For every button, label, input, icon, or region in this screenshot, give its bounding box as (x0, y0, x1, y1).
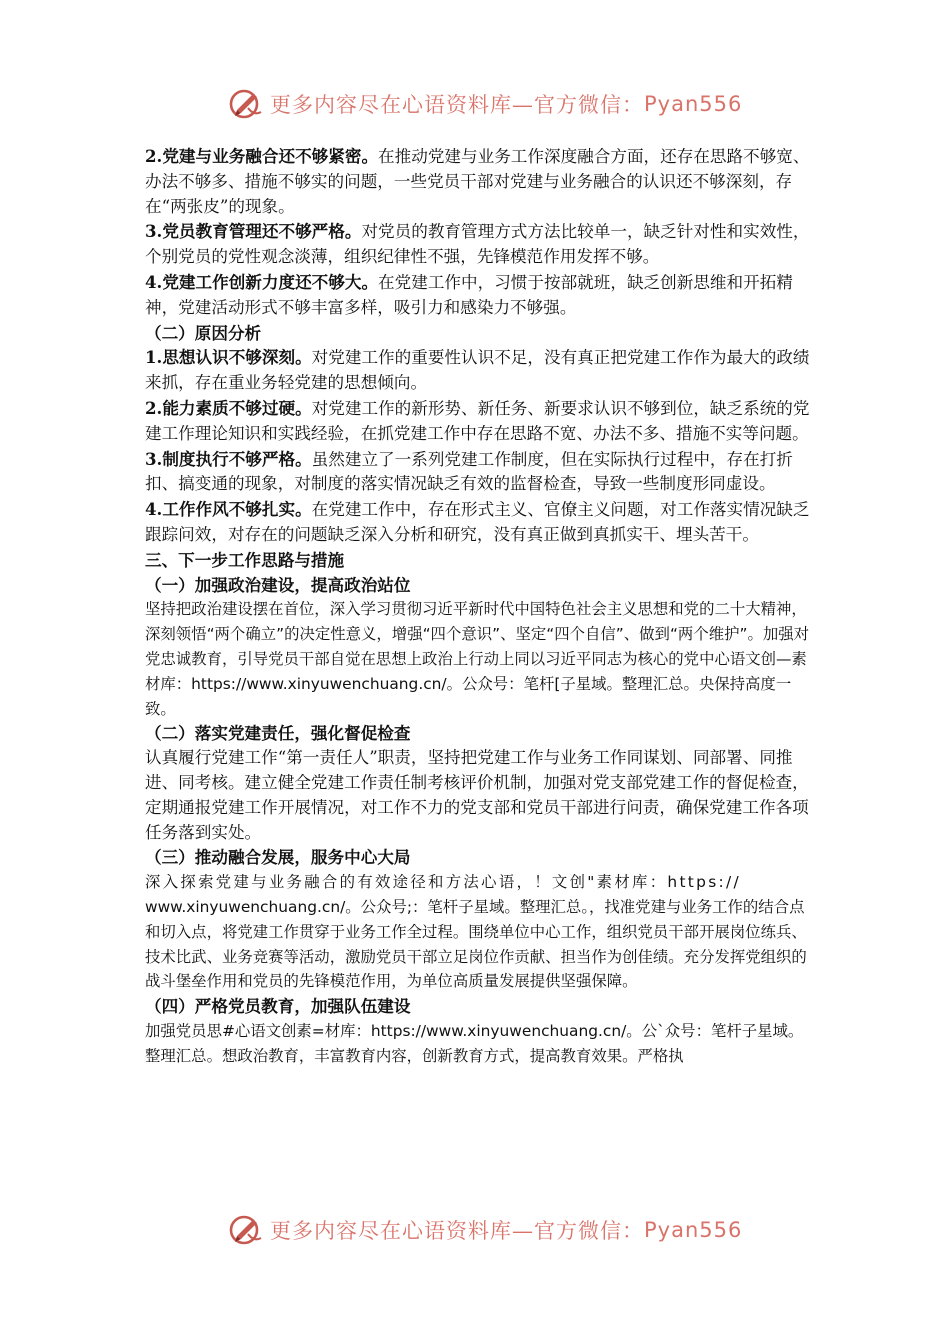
header-watermark (228, 84, 748, 124)
section-heading-cause: （二）原因分析 (145, 322, 262, 343)
cause-lead: 4.工作作风不够扎实。 (145, 499, 312, 520)
paragraph-item-2 (145, 144, 810, 219)
cause-body: 虽然建立了一系列党建工作制度，但在实际执行过程中，存在打折扣、搞变通的现象，对制度的落实情况缺乏有效的监督检查，导致一些制度形同虚设。 (145, 449, 793, 494)
measure-1-body: 坚持把政治建设摆在首位，深入学习贯彻习近平新时代中国特色社会主义思想和党的二十大精神，深刻领悟“两个确立”的决定性意义，增强“四个意识”、坚定“四个自信”、做到“两个维护”。加强对党忠诚教育，引导党员干部自觉在思想上政治上行动上同以习近平同志为核心的党中心语文创—素材库：https://www.xinyuwenchuang.cn/。公众号：笔杆[子星域。整理汇总。央保持高度一致。 (145, 600, 810, 718)
document-body (145, 144, 810, 1068)
paragraph-item-3 (145, 219, 810, 270)
paragraph-cause-4 (145, 497, 810, 548)
measure-3-body-first-line: 深入探索党建与业务融合的有效途径和方法心语，！文创"素材库：https:// (145, 873, 741, 892)
item-lead: 2.党建与业务融合还不够紧密。 (145, 146, 379, 166)
measure-4-body: 加强党员思#心语文创素=材库：https://www.xinyuwenchuang.cn/。公`众号：笔杆子星域。整理汇总。想政治教育，丰富教育内容，创新教育方式，提高教育效果。严格执 (145, 1021, 804, 1065)
paragraph-cause-1 (145, 345, 810, 396)
logo-pen-icon (228, 86, 264, 122)
measure-2-title: （二）落实党建责任，强化督促检查 (145, 723, 411, 744)
measure-1-title: （一）加强政治建设，提高政治站位 (145, 574, 411, 595)
measure-2-body: 认真履行党建工作“第一责任人”职责，坚持把党建工作与业务工作同谋划、同部署、同推进、同考核。建立健全党建工作责任制考核评价机制，加强对党支部党建工作的督促检查，定期通报党建工作开展情况，对工作不力的党支部和党员干部进行问责，确保党建工作各项任务落到实处。 (145, 748, 809, 842)
item-body: 在推动党建与业务工作深度融合方面，还存在思路不够宽、办法不够多、措施不够实的问题，一些党员干部对党建与业务融合的认识还不够深刻，存在“两张皮”的现象。 (145, 147, 810, 216)
cause-lead: 3.制度执行不够严格。 (145, 448, 312, 469)
measure-3-body: www.xinyuwenchuang.cn/。公众号;：笔杆子星域。整理汇总。，找准党建与业务工作的结合点和切入点，将党建工作贯穿于业务工作全过程。围绕单位中心工作，组织党员干部开展岗位练兵、技术比武、业务竞赛等活动，激励党员干部立足岗位作贡献、担当作为创佳绩。充分发挥党组织的战斗堡垒作用和党员的先锋模范作用，为单位高质量发展提供坚强保障。 (145, 897, 807, 991)
banner-wechat-id: Pyan556 (644, 92, 743, 116)
paragraph-cause-2 (145, 396, 810, 447)
banner-text: 更多内容尽在心语资料库—官方微信： (270, 93, 644, 117)
cause-body: 在党建工作中，存在形式主义、官僚主义问题，对工作落实情况缺乏跟踪问效，对存在的问题缺乏深入分析和研究，没有真正做到真抓实干、埋头苦干。 (145, 500, 810, 544)
item-lead: 3.党员教育管理还不够严格。 (145, 221, 362, 242)
measure-3-title: （三）推动融合发展，服务中心大局 (145, 847, 411, 868)
footer-watermark (228, 1210, 748, 1250)
item-lead: 4.党建工作创新力度还不够大。 (145, 271, 379, 292)
cause-lead: 2.能力素质不够过硬。 (145, 397, 312, 418)
section-heading-three: 三、下一步工作思路与措施 (145, 549, 345, 570)
item-body: 对党员的教育管理方式方法比较单一，缺乏针对性和实效性，个别党员的党性观念淡薄，组织纪律性不强，先锋模范作用发挥不够。 (145, 222, 810, 267)
cause-lead: 1.思想认识不够深刻。 (145, 347, 312, 368)
banner-text: 更多内容尽在心语资料库—官方微信： (270, 1219, 644, 1243)
banner-wechat-id: Pyan556 (644, 1218, 743, 1242)
paragraph-cause-3 (145, 447, 810, 498)
item-body: 在党建工作中，习惯于按部就班，缺乏创新思维和开拓精神，党建活动形式不够丰富多样，吸引力和感染力不够强。 (145, 272, 793, 317)
cause-body: 对党建工作的重要性认识不足，没有真正把党建工作作为最大的政绩来抓，存在重业务轻党建的思想倾向。 (145, 348, 810, 393)
paragraph-item-4 (145, 270, 810, 321)
measure-4-title: （四）严格党员教育，加强队伍建设 (145, 996, 411, 1017)
cause-body: 对党建工作的新形势、新任务、新要求认识不够到位，缺乏系统的党建工作理论知识和实践经验，在抓党建工作中存在思路不宽、办法不多、措施不实等问题。 (145, 398, 810, 443)
logo-pen-icon (228, 1212, 264, 1248)
